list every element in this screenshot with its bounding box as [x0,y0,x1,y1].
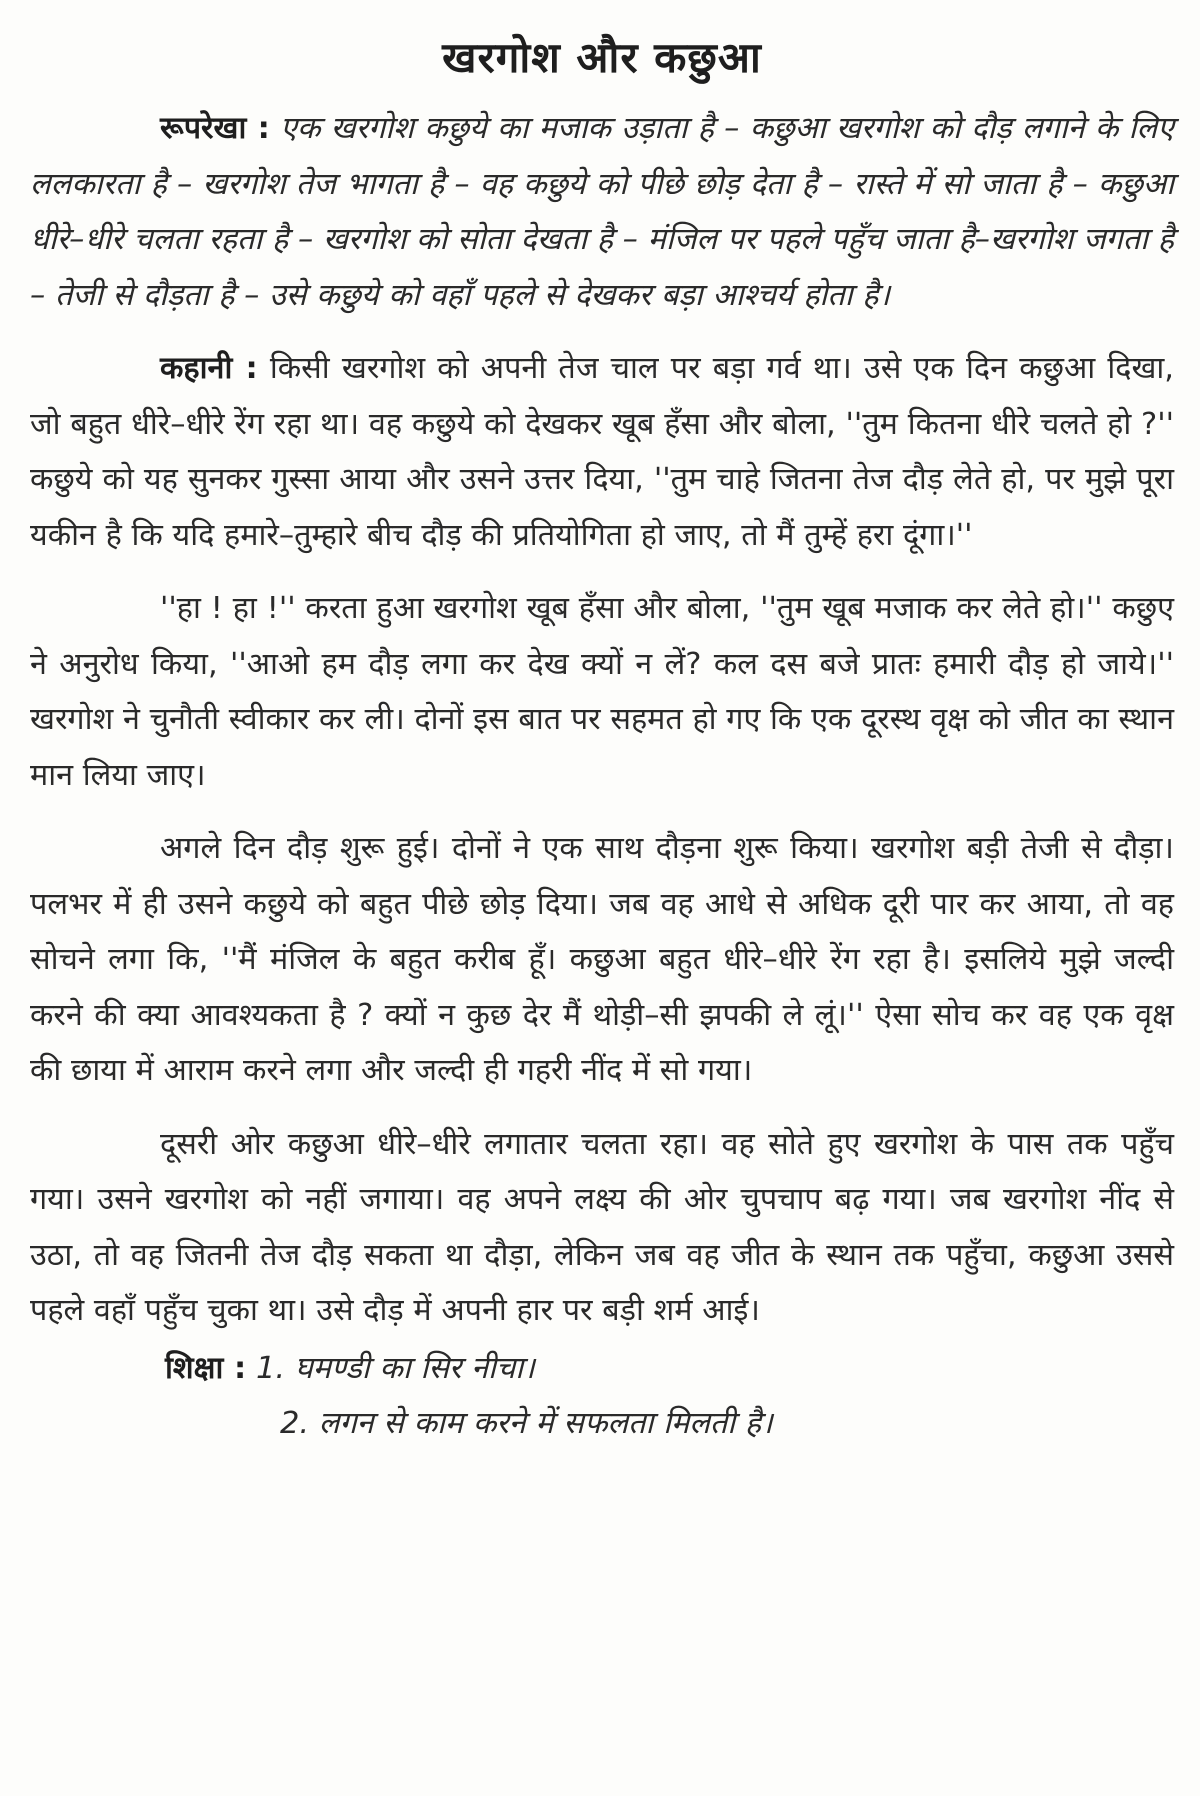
page-title: खरगोश और कछुआ [442,33,762,82]
story-paragraph-4: दूसरी ओर कछुआ धीरे–धीरे लगातार चलता रहा। वह सोते हुए खरगोश के पास तक पहुँच गया। उसने खरगोश को नहीं जगाया। वह अपने लक्ष्य की ओर चुपचाप बढ़ गया। जब खरगोश नींद से उठा, तो वह जितनी तेज दौड़ सकता था दौड़ा, लेकिन जब वह जीत के स्थान तक पहुँचा, कछुआ उससे पहले वहाँ पहुँच चुका था। उसे दौड़ में अपनी हार पर बड़ी शर्म आई। [30,1126,1174,1328]
outline-text: एक खरगोश कछुये का मजाक उड़ाता है – कछुआ खरगोश को दौड़ लगाने के लिए ललकारता है – खरगोश तेज भागता है – वह कछुये को पीछे छोड़ देता है – रास्ते में सो जाता है – कछुआ धीरे–धीरे चलता रहता है – खरगोश को सोता देखता है – मंजिल पर पहले पहुँच जाता है–खरगोश जगता है – तेजी से दौड़ता है – उसे कछुये को वहाँ पहले से देखकर बड़ा आश्चर्य होता है। [30,111,1175,313]
story-text-1: किसी खरगोश को अपनी तेज चाल पर बड़ा गर्व था। उसे एक दिन कछुआ दिखा, जो बहुत धीरे–धीरे रेंग रहा था। वह कछुये को देखकर खूब हँसा और बोला, ''तुम कितना धीरे चलते हो ?'' कछुये को यह सुनकर गुस्सा आया और उसने उत्तर दिया, ''तुम चाहे जितना तेज दौड़ लेते हो, पर मुझे पूरा यकीन है कि यदि हमारे–तुम्हारे बीच दौड़ की प्रतियोगिता हो जाए, तो मैं तुम्हें हरा दूंगा।'' [30,351,1174,553]
story-label: कहानी : [160,351,258,386]
story-paragraph-3: अगले दिन दौड़ शुरू हुई। दोनों ने एक साथ दौड़ना शुरू किया। खरगोश बड़ी तेजी से दौड़ा। पलभर में ही उसने कछुये को बहुत पीछे छोड़ दिया। जब वह आधे से अधिक दूरी पार कर आया, तो वह सोचने लगा कि, ''मैं मंजिल के बहुत करीब हूँ। कछुआ बहुत धीरे–धीरे रेंग रहा है। इसलिये मुझे जल्दी करने की क्या आवश्यकता है ? क्यों न कुछ देर मैं थोड़ी–सी झपकी ले लूं।'' ऐसा सोच कर वह एक वृक्ष की छाया में आराम करने लगा और जल्दी ही गहरी नींद में सो गया। [30,831,1174,1088]
moral-item-1: 1. घमण्डी का सिर नीचा। [255,1350,535,1386]
moral-section [30,1341,1174,1452]
moral-item-2: 2. लगन से काम करने में सफलता मिलती है। [280,1406,773,1441]
story-paragraph-1 [30,341,1174,563]
story-paragraph-2: ''हा ! हा !'' करता हुआ खरगोश खूब हँसा और बोला, ''तुम खूब मजाक कर लेते हो।'' कछुए ने अनुरोध किया, ''आओ हम दौड़ लगा कर देख क्यों न लें? कल दस बजे प्रातः हमारी दौड़ हो जाये।'' खरगोश ने चुनौती स्वीकार कर ली। दोनों इस बात पर सहमत हो गए कि एक दूरस्थ वृक्ष को जीत का स्थान मान लिया जाए। [30,591,1174,793]
outline-paragraph [30,101,1174,323]
moral-label: शिक्षा : [165,1350,247,1386]
moral-line-1 [30,1341,1174,1397]
outline-label: रूपरेखा : [160,111,270,146]
